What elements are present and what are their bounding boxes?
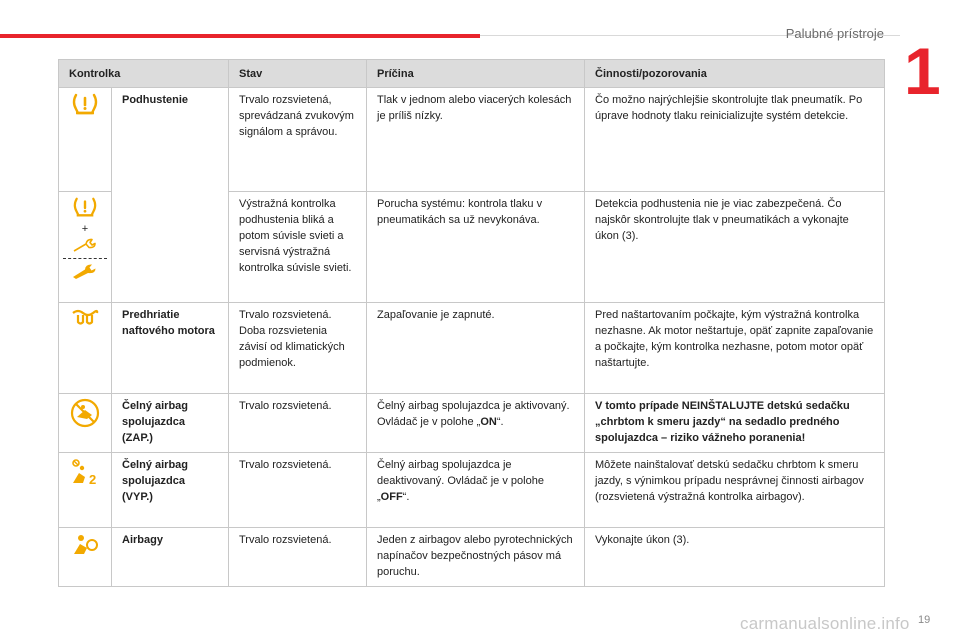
column-header-pricina: Príčina [367, 60, 585, 88]
plus-sign: + [81, 223, 89, 235]
warning-lights-table [58, 59, 885, 587]
passenger-airbag-on-icon [70, 398, 100, 428]
watermark: carmanualsonline.info [740, 614, 910, 633]
header-accent-bar [0, 34, 480, 38]
table-row [59, 453, 885, 528]
row-cause [367, 394, 585, 453]
row-state: Trvalo rozsvietená. [229, 528, 367, 587]
icon-cell [59, 88, 112, 192]
section-title: Palubné prístroje [785, 26, 884, 41]
wrench-outline-icon [71, 238, 99, 254]
row-cause: Jeden z airbagov alebo pyrotechnických napínačov bezpečnostných pásov má poruchu. [367, 528, 585, 587]
svg-text:2: 2 [89, 472, 97, 487]
cause-text-end: “. [402, 491, 410, 503]
cause-text: Čelný airbag spolujazdca je deaktivovaný. Ovládač je v polohe „ [377, 459, 544, 503]
row-action: Čo možno najrýchlejšie skontrolujte tlak pneumatík. Po úprave hodnoty tlaku reinicializujte systém detekcie. [585, 88, 885, 192]
row-action: Môžete nainštalovať detskú sedačku chrbtom k smeru jazdy, s výnimkou prípadu nesprávnej činnosti airbagov (rozsvietená výstražná kontrolka airbagov). [585, 453, 885, 528]
column-header-stav: Stav [229, 60, 367, 88]
table-header-row [59, 60, 885, 88]
glow-plug-icon [71, 307, 99, 327]
row-state: Trvalo rozsvietená. Doba rozsvietenia závisí od klimatických podmienok. [229, 303, 367, 394]
row-name: Čelný airbag spolujazdca (ZAP.) [112, 394, 229, 453]
row-cause [367, 453, 585, 528]
passenger-airbag-off-icon [69, 457, 101, 487]
icon-cell [59, 303, 112, 394]
row-action: Vykonajte úkon (3). [585, 528, 885, 587]
row-name: Airbagy [112, 528, 229, 587]
icon-cell [59, 192, 112, 303]
row-name: Čelný airbag spolujazdca (VYP.) [112, 453, 229, 528]
row-name: Podhustenie [112, 88, 229, 303]
page-number: 19 [918, 614, 931, 626]
icon-cell [59, 528, 112, 587]
switch-position: ON [480, 416, 497, 428]
row-state: Trvalo rozsvietená. [229, 394, 367, 453]
table-row [59, 88, 885, 192]
row-state: Výstražná kontrolka podhustenia bliká a potom súvisle svieti a servisná výstražná kontrolka súvisle svieti. [229, 192, 367, 303]
column-header-kontrolka: Kontrolka [59, 60, 229, 88]
dashed-separator [63, 258, 107, 259]
row-action: Detekcia podhustenia nie je viac zabezpečená. Čo najskôr skontrolujte tlak v pneumatikách a vykonajte úkon (3). [585, 192, 885, 303]
cause-text-end: “. [496, 416, 504, 428]
icon-cell [59, 453, 112, 528]
column-header-cinnosti: Činnosti/pozorovania [585, 60, 885, 88]
row-cause: Zapaľovanie je zapnuté. [367, 303, 585, 394]
row-state: Trvalo rozsvietená, sprevádzaná zvukovým signálom a správou. [229, 88, 367, 192]
table-row [59, 394, 885, 453]
table-row [59, 528, 885, 587]
icon-cell [59, 394, 112, 453]
row-name: Predhriatie naftového motora [112, 303, 229, 394]
table-row [59, 303, 885, 394]
row-action: Pred naštartovaním počkajte, kým výstražná kontrolka nezhasne. Ak motor neštartuje, opäť zapnite zapaľovanie a počkajte, kým kontrolka nezhasne, potom motor opäť naštartujte. [585, 303, 885, 394]
wrench-icon [71, 263, 99, 279]
row-state: Trvalo rozsvietená. [229, 453, 367, 528]
row-action: V tomto prípade NEINŠTALUJTE detskú sedačku „chrbtom k smeru jazdy“ na sedadlo predného spolujazdca – riziko vážneho poranenia! [585, 394, 885, 453]
switch-position: OFF [380, 491, 403, 503]
row-cause: Porucha systému: kontrola tlaku v pneumatikách sa už nevykonáva. [367, 192, 585, 303]
cause-text: Čelný airbag spolujazdca je aktivovaný. Ovládač je v polohe „ [377, 400, 570, 428]
airbag-icon [70, 532, 100, 560]
row-cause: Tlak v jednom alebo viacerých kolesách je príliš nízky. [367, 88, 585, 192]
chapter-number: 1 [904, 34, 941, 108]
tire-pressure-icon [71, 196, 99, 220]
tire-pressure-icon [71, 92, 99, 118]
